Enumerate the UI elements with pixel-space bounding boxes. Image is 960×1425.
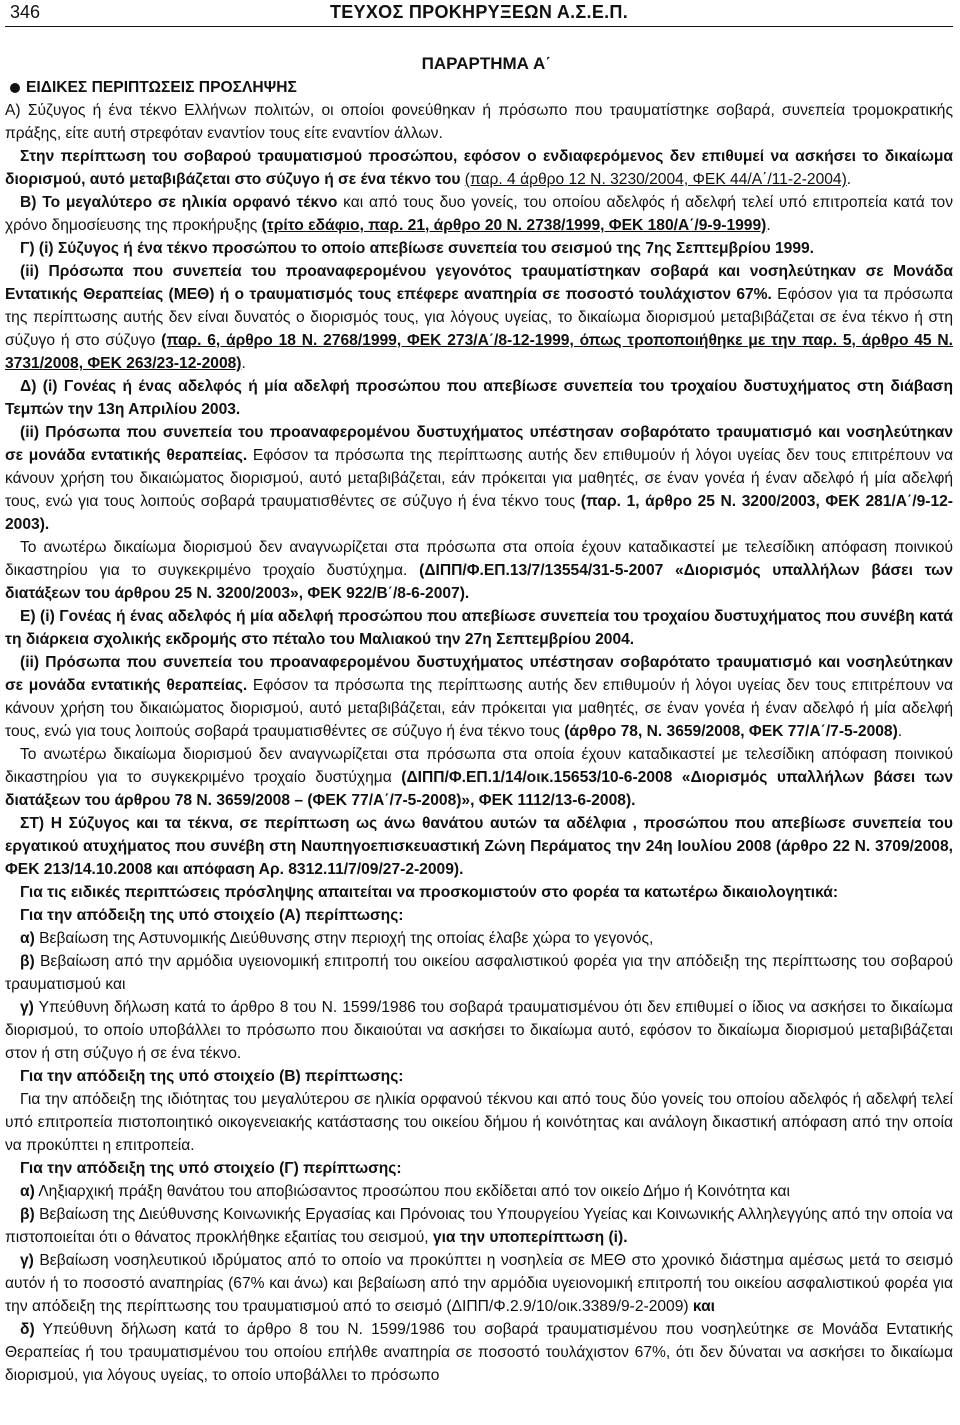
docs-g-item-d-text: Υπεύθυνη δήλωση κατά το άρθρο 8 του Ν. 1599/1986 του σοβαρά τραυματισμένου που νοσηλεύτηκε σε Μονάδα Εντατικής Θεραπείας ή του τραυματισμένου του οποίου επήλθε αναπηρία σε ποσοστό τουλάχιστον 67%, ότι δεν δύναται να ασκήσει το δικαίωμα διορισμού, για λόγους υγείας, το οποίο υποβάλλει το πρόσωπο bbox=[5, 1321, 953, 1384]
case-e-ii-ref: (άρθρο 78, Ν. 3659/2008, ΦΕΚ 77/Α΄/7-5-2008) bbox=[564, 723, 898, 740]
docs-g-item-a-text: Ληξιαρχική πράξη θανάτου του αποβιώσαντος προσώπου που εκδίδεται από τον οικείο Δήμο ή Κοινότητα και bbox=[34, 1183, 790, 1200]
docs-a-item-a-text: Βεβαίωση της Αστυνομικής Διεύθυνσης στην περιοχή της οποίας έλαβε χώρα το γεγονός, bbox=[34, 930, 654, 947]
docs-a-item-c bbox=[5, 996, 953, 1065]
case-g-ii-bold: (ii) Πρόσωπα που συνεπεία του προαναφερομένου γεγονότος τραυματίστηκαν σοβαρά και νοσηλεύτηκαν σε Μονάδα Εντατικής Θεραπείας (ΜΕΘ) ή ο τραυματισμός τους επέφερε αναπηρία σε ποσοστό τουλάχιστον 67%. bbox=[5, 263, 953, 303]
document-page bbox=[5, 0, 953, 1425]
case-d-ii-bold: (ii) Πρόσωπα που συνεπεία του προαναφερομένου δυστυχήματος υπέστησαν σοβαρότατο τραυματισμό και νοσηλεύτηκαν σε μονάδα εντατικής θεραπείας. bbox=[5, 424, 953, 464]
docs-g-item-c bbox=[5, 1249, 953, 1318]
docs-a-heading: Για την απόδειξη της υπό στοιχείο (Α) περίπτωσης: bbox=[20, 907, 404, 924]
docs-g-item-a bbox=[5, 1180, 953, 1203]
docs-a-item-c-text: Υπεύθυνη δήλωση κατά το άρθρο 8 του Ν. 1599/1986 του σοβαρά τραυματισμένου ότι δεν επιθυμεί ο ίδιος να ασκήσει το δικαίωμα διορισμού, το οποίο υποβάλλει το πρόσωπο που δικαιούται να ασκήσει το δικαίωμα αυτό, εφόσον το δικαίωμα διορισμού μεταβιβάζεται στον ή στη σύζυγο ή σε ένα τέκνο. bbox=[5, 999, 953, 1062]
docs-g-item-d bbox=[5, 1318, 953, 1387]
case-d-note bbox=[5, 536, 953, 605]
journal-title: ΤΕΥΧΟΣ ΠΡΟΚΗΡΥΞΕΩΝ Α.Σ.Ε.Π. bbox=[329, 2, 629, 22]
section-title bbox=[5, 76, 953, 99]
case-g-ii-ref: (παρ. 6, άρθρο 18 Ν. 2768/1999, ΦΕΚ 273/Α΄/8-12-1999, όπως τροποποιήθηκε με την παρ. 5, άρθρο 45 Ν. 3731/2008, ΦΕΚ 263/23-12-2008) bbox=[5, 332, 953, 372]
case-b-lead: Β) Το μεγαλύτερο σε ηλικία ορφανό τέκνο bbox=[20, 194, 338, 211]
case-a-injury bbox=[5, 145, 953, 191]
docs-g-item-b-tail: για την υποπερίπτωση (i). bbox=[432, 1229, 628, 1246]
case-a-bold: Στην περίπτωση του σοβαρού τραυματισμού προσώπου, εφόσον ο ενδιαφερόμενος δεν επιθυμεί να ασκήσει το δικαίωμα διορισμού, αυτό μεταβιβάζεται στο σύζυγο ή σε ένα τέκνο του bbox=[5, 148, 953, 188]
docs-b-text: Για την απόδειξη της ιδιότητας του μεγαλύτερου σε ηλικία ορφανού τέκνου και από τους δύο γονείς του οποίου αδελφός ή αδελφή τελεί υπό επιτροπεία πιστοποιητικό οικογενειακής κατάστασης του οικείου δήμου ή κοινότητας και ανάλογη δικαστική απόφαση από την οποία να προκύπτει η επιτροπεία. bbox=[5, 1091, 953, 1154]
case-d-ii-ref: (παρ. 1, άρθρο 25 Ν. 3200/2003, ΦΕΚ 281/Α΄/9-12-2003). bbox=[5, 493, 953, 533]
docs-a-item-a bbox=[5, 927, 953, 950]
case-st: ΣΤ) Η Σύζυγος και τα τέκνα, σε περίπτωση ως άνω θανάτου αυτών τα αδέλφια , προσώπου που απεβίωσε συνεπεία του εργατικού ατυχήματος που συνέβη στη Ναυπηγοεπισκευαστική Ζώνη Περάματος την 24η Ιουλίου 2008 (άρθρο 22 Ν. 3709/2008, ΦΕΚ 213/14.10.2008 και απόφαση Αρ. 8312.11/7/09/27-2-2009). bbox=[5, 815, 953, 878]
case-d-ii bbox=[5, 421, 953, 536]
docs-g-item-c-text: Βεβαίωση νοσηλευτικού ιδρύματος από το οποίο να προκύπτει η νοσηλεία σε ΜΕΘ στο χρονικό διάστημα αμέσως μετά το σεισμό αυτόν ή το ποσοστό αναπηρίας (67% και άνω) και βεβαίωση από την αρμόδια υγειονομική επιτροπή του οικείου ασφαλιστικού φορέα για την απόδειξη της περίπτωσης του τραυματισμού από το σεισμό (ΔΙΠΠ/Φ.2.9/10/οικ.3389/9-2-2009) bbox=[5, 1252, 953, 1315]
docs-g-item-b-label: β) bbox=[20, 1206, 35, 1223]
docs-intro: Για τις ειδικές περιπτώσεις πρόσληψης απαιτείται να προσκομιστούν στο φορέα τα κατωτέρω δικαιολογητικά: bbox=[20, 884, 839, 901]
case-d-i: Δ) (i) Γονέας ή ένας αδελφός ή μία αδελφή προσώπου που απεβίωσε συνεπεία του τροχαίου δυστυχήματος στη διάβαση Τεμπών την 13η Απριλίου 2003. bbox=[5, 378, 953, 418]
case-b-text: και από τους δυο γονείς, του οποίου αδελφός ή αδελφή τελεί υπό επιτροπεία κατά τον χρόνο δημοσίευσης της προκήρυξης bbox=[5, 194, 953, 234]
docs-g-item-d-label: δ) bbox=[20, 1321, 35, 1338]
case-a-end: . bbox=[846, 171, 852, 188]
case-a-ref: (παρ. 4 άρθρο 12 Ν. 3230/2004, ΦΕΚ 44/Α΄/11-2-2004) bbox=[464, 171, 847, 188]
case-e-note bbox=[5, 743, 953, 812]
case-g-ii-end: . bbox=[241, 355, 246, 372]
case-b bbox=[5, 191, 953, 237]
docs-g-item-b bbox=[5, 1203, 953, 1249]
case-e-i: Ε) (i) Γονέας ή ένας αδελφός ή μία αδελφή προσώπου που απεβίωσε συνεπεία του τροχαίου δυστυχήματος που συνέβη κατά τη διάρκεια σχολικής εκδρομής στο πέταλο του Μαλιακού την 27η Σεπτεμβρίου 2004. bbox=[5, 608, 953, 648]
page-header bbox=[5, 0, 953, 30]
annex-title: ΠΑΡΑΡΤΗΜΑ Α΄ bbox=[421, 54, 551, 73]
docs-g-item-b-text: Βεβαίωση της Διεύθυνσης Κοινωνικής Εργασίας και Πρόνοιας του Υπουργείου Υγείας και Κοινωνικής Αλληλεγγύης από την οποία να πιστοποιείται ότι ο θάνατος προκλήθηκε εξαιτίας του σεισμού, bbox=[5, 1206, 953, 1246]
case-a-text: Α) Σύζυγος ή ένα τέκνο Ελλήνων πολιτών, οι οποίοι φονεύθηκαν ή πρόσωπο που τραυματίστηκε σοβαρά, συνεπεία τρομοκρατικής πράξης, είτε αυτή στρεφόταν εναντίον τους είτε εναντίον άλλων. bbox=[5, 102, 953, 142]
docs-g-item-c-tail: και bbox=[692, 1298, 716, 1315]
bullet-icon bbox=[10, 83, 20, 93]
docs-a-item-c-label: γ) bbox=[20, 999, 34, 1016]
docs-a-item-b-text: Βεβαίωση από την αρμόδια υγειονομική επιτροπή του οικείου ασφαλιστικού φορέα για την απόδειξη της περίπτωσης του σοβαρού τραυματισμού και bbox=[5, 953, 953, 993]
case-g-ii bbox=[5, 260, 953, 375]
case-d-note-text: Το ανωτέρω δικαίωμα διορισμού δεν αναγνωρίζεται στα πρόσωπα στα οποία έχουν καταδικαστεί με τελεσίδικη απόφαση ποινικού δικαστηρίου για το συγκεκριμένο τροχαίο δυστύχημα. bbox=[5, 539, 953, 579]
case-e-ii bbox=[5, 651, 953, 743]
docs-g-item-c-label: γ) bbox=[20, 1252, 34, 1269]
section-title-text: ΕΙΔΙΚΕΣ ΠΕΡΙΠΤΩΣΕΙΣ ΠΡΟΣΛΗΨΗΣ bbox=[26, 79, 297, 96]
case-a bbox=[5, 99, 953, 145]
case-g-i: Γ) (i) Σύζυγος ή ένα τέκνο προσώπου το οποίο απεβίωσε συνεπεία του σεισμού της 7ης Σεπτεμβρίου 1999. bbox=[20, 240, 815, 257]
docs-a-item-b-label: β) bbox=[20, 953, 35, 970]
case-e-ii-bold: (ii) Πρόσωπα που συνεπεία του προαναφερομένου δυστυχήματος υπέστησαν σοβαρότατο τραυματισμό και νοσηλεύτηκαν σε μονάδα εντατικής θεραπείας. bbox=[5, 654, 953, 694]
case-e-note-ref: (ΔΙΠΠ/Φ.ΕΠ.1/14/οικ.15653/10-6-2008 «Διορισμός υπαλλήλων βάσει των διατάξεων του άρθρου 78 Ν. 3659/2008 – (ΦΕΚ 77/Α΄/7-5-2008)», ΦΕΚ 1112/13-6-2008). bbox=[5, 769, 953, 809]
case-e-note-text: Το ανωτέρω δικαίωμα διορισμού δεν αναγνωρίζεται στα πρόσωπα στα οποία έχουν καταδικαστεί με τελεσίδικη απόφαση ποινικού δικαστηρίου για το συγκεκριμένο τροχαίο δυστύχημα bbox=[5, 746, 953, 786]
docs-a-item-a-label: α) bbox=[20, 930, 35, 947]
docs-g-item-a-label: α) bbox=[20, 1183, 35, 1200]
case-g-ii-text: Εφόσον για τα πρόσωπα της περίπτωσης αυτής δεν είναι δυνατός ο διορισμός τους, για λόγους υγείας, το δικαίωμα διορισμού μεταβιβάζεται σε ένα τέκνο ή στη σύζυγο ή στο σύζυγο bbox=[5, 286, 953, 349]
case-e-ii-text: Εφόσον τα πρόσωπα της περίπτωσης αυτής δεν επιθυμούν ή λόγοι υγείας δεν τους επιτρέπουν να κάνουν χρήση του δικαιώματος διορισμού, αυτό μεταβιβάζεται, εάν πρόκειται για μαθητές, σε έναν γονέα ή έναν αδελφό ή μία αδελφή τους, ενώ για τους λοιπούς σοβαρά τραυματισθέντες σε σύζυγο ή ένα τέκνο τους bbox=[5, 677, 953, 740]
case-d-note-ref: (ΔΙΠΠ/Φ.ΕΠ.13/7/13554/31-5-2007 «Διορισμός υπαλλήλων βάσει των διατάξεων του άρθρου 25 Ν. 3200/2003», ΦΕΚ 922/Β΄/8-6-2007). bbox=[5, 562, 953, 602]
case-b-end: . bbox=[766, 217, 771, 234]
docs-a-item-b bbox=[5, 950, 953, 996]
case-b-ref: (τρίτο εδάφιο, παρ. 21, άρθρο 20 Ν. 2738/1999, ΦΕΚ 180/Α΄/9-9-1999) bbox=[261, 217, 767, 234]
case-e-ii-end: . bbox=[897, 723, 903, 740]
docs-b-heading: Για την απόδειξη της υπό στοιχείο (Β) περίπτωσης: bbox=[20, 1068, 404, 1085]
case-d-ii-text: Εφόσον τα πρόσωπα της περίπτωσης αυτής δεν επιθυμούν ή λόγοι υγείας δεν τους επιτρέπουν να κάνουν χρήση του δικαιώματος διορισμού, αυτό μεταβιβάζεται, εάν πρόκειται για μαθητές, σε έναν γονέα ή έναν αδελφό ή μία αδελφή τους, ενώ για τους λοιπούς σοβαρά τραυματισθέντες σε σύζυγο ή ένα τέκνο τους bbox=[5, 447, 953, 510]
header-rule bbox=[5, 26, 953, 27]
docs-g-heading: Για την απόδειξη της υπό στοιχείο (Γ) περίπτωσης: bbox=[20, 1160, 402, 1177]
page-number: 346 bbox=[10, 2, 41, 22]
